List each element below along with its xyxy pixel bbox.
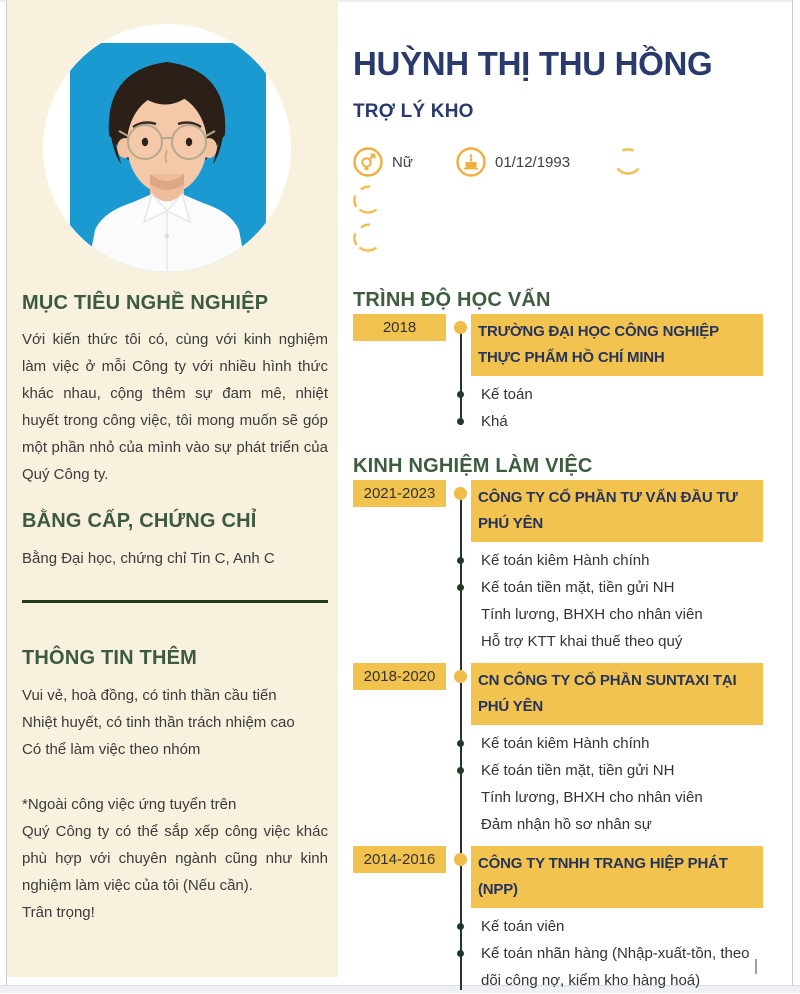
job-title: TRỢ LÝ KHO — [353, 101, 474, 122]
entry-content — [471, 663, 763, 838]
note-intro: *Ngoài công việc ứng tuyển trên — [22, 796, 237, 813]
redacted-circle-icon-3 — [353, 223, 383, 253]
sidebar-content — [22, 272, 328, 926]
additional-info-line: Nhiệt huyết, có tinh thần trách nhiệm cao — [22, 714, 295, 731]
additional-info-line: Vui vẻ, hoà đồng, có tinh thần cầu tiến — [22, 687, 277, 704]
redacted-circle-icon-2 — [353, 185, 383, 215]
period-badge: 2018-2020 — [353, 663, 446, 690]
period-badge: 2014-2016 — [353, 846, 446, 873]
note-close: Trân trọng! — [22, 904, 95, 921]
timeline-entry — [353, 478, 763, 655]
profile-photo-illustration — [43, 24, 291, 272]
detail-list — [471, 547, 763, 655]
experience-timeline — [353, 478, 763, 994]
additional-info-heading: THÔNG TIN THÊM — [22, 647, 198, 669]
redacted-info-2 — [353, 185, 383, 215]
detail-list — [471, 730, 763, 838]
entry-content — [471, 480, 763, 655]
gender-value: Nữ — [392, 153, 413, 171]
education-timeline — [353, 312, 763, 435]
detail-line: Kế toán kiêm Hành chính — [471, 547, 763, 574]
detail-line: Khá — [471, 408, 763, 435]
timeline-entry — [353, 661, 763, 838]
timeline-dot — [454, 321, 467, 334]
timeline-dot — [454, 853, 467, 866]
detail-line: Kế toán nhãn hàng (Nhập-xuất-tồn, theo dõi công nợ, kiểm kho hàng hoá) — [471, 940, 763, 994]
detail-line: Kế toán tiền mặt, tiền gửi NH — [471, 757, 763, 784]
main-column — [338, 0, 792, 994]
sidebar-divider — [22, 600, 328, 603]
period-badge: 2018 — [353, 314, 446, 341]
org-title: CN CÔNG TY CỔ PHẦN SUNTAXI TẠI PHÚ YÊN — [471, 663, 763, 725]
detail-line: Kế toán — [471, 381, 763, 408]
detail-line: Kế toán tiền mặt, tiền gửi NH — [471, 574, 763, 601]
redacted-circle-icon-1 — [613, 147, 643, 177]
redacted-info-1 — [613, 147, 643, 177]
detail-list — [471, 913, 763, 994]
gender-info — [353, 147, 413, 177]
page-right-gutter — [793, 0, 800, 985]
period-badge: 2021-2023 — [353, 480, 446, 507]
sidebar — [7, 0, 338, 977]
gender-symbol-icon — [353, 147, 383, 177]
education-heading: TRÌNH ĐỘ HỌC VẤN — [353, 289, 551, 311]
detail-list — [471, 381, 763, 435]
detail-line: Tính lương, BHXH cho nhân viên — [481, 606, 703, 623]
org-title: TRƯỜNG ĐẠI HỌC CÔNG NGHIỆP THỰC PHẨM HỒ CHÍ MINH — [471, 314, 763, 376]
detail-line: Hỗ trợ KTT khai thuế theo quý — [481, 633, 683, 650]
entry-content — [471, 846, 763, 994]
additional-info-lines — [22, 682, 328, 763]
objective-heading: MỤC TIÊU NGHỀ NGHIỆP — [22, 292, 269, 314]
additional-info-line: Có thể làm việc theo nhóm — [22, 741, 201, 758]
profile-photo — [43, 24, 291, 272]
timeline-entry — [353, 844, 763, 994]
timeline-dot — [454, 670, 467, 683]
org-title: CÔNG TY CỔ PHẦN TƯ VẤN ĐẦU TƯ PHÚ YÊN — [471, 480, 763, 542]
birthday-value: 01/12/1993 — [495, 153, 571, 171]
detail-line: Tính lương, BHXH cho nhân viên — [481, 789, 703, 806]
experience-heading: KINH NGHIỆM LÀM VIỆC — [353, 455, 593, 477]
person-name: HUỲNH THỊ THU HỒNG — [353, 45, 713, 82]
objective-text: Với kiến thức tôi có, cùng với kinh nghiệm làm việc ở mỗi Công ty với nhiều hình thức khác nhau, cộng thêm sự đam mê, nhiệt huyết trong công việc, tôi mong muốn sẽ góp một phần nhỏ của mình vào sự phát triển của Quý Công ty. — [22, 331, 328, 483]
entry-content — [471, 314, 763, 435]
note-body: Quý Công ty có thể sắp xếp công việc khác phù hợp với chuyên ngành cũng như kinh nghiệm làm việc của tôi (Nếu cần). — [22, 823, 328, 894]
timeline-entry — [353, 312, 763, 435]
certificates-heading: BẰNG CẤP, CHỨNG CHỈ — [22, 510, 257, 532]
detail-line: Đảm nhận hồ sơ nhân sự — [481, 816, 652, 833]
timeline-dot — [454, 487, 467, 500]
redacted-info-3 — [353, 223, 383, 253]
personal-info — [353, 147, 763, 261]
detail-line: Kế toán kiêm Hành chính — [471, 730, 763, 757]
birthday-info — [456, 147, 570, 177]
certificates-text: Bằng Đại học, chứng chỉ Tin C, Anh C — [22, 550, 275, 567]
birthday-cake-icon — [456, 147, 486, 177]
org-title: CÔNG TY TNHH TRANG HIỆP PHÁT (NPP) — [471, 846, 763, 908]
detail-line: Kế toán viên — [471, 913, 763, 940]
